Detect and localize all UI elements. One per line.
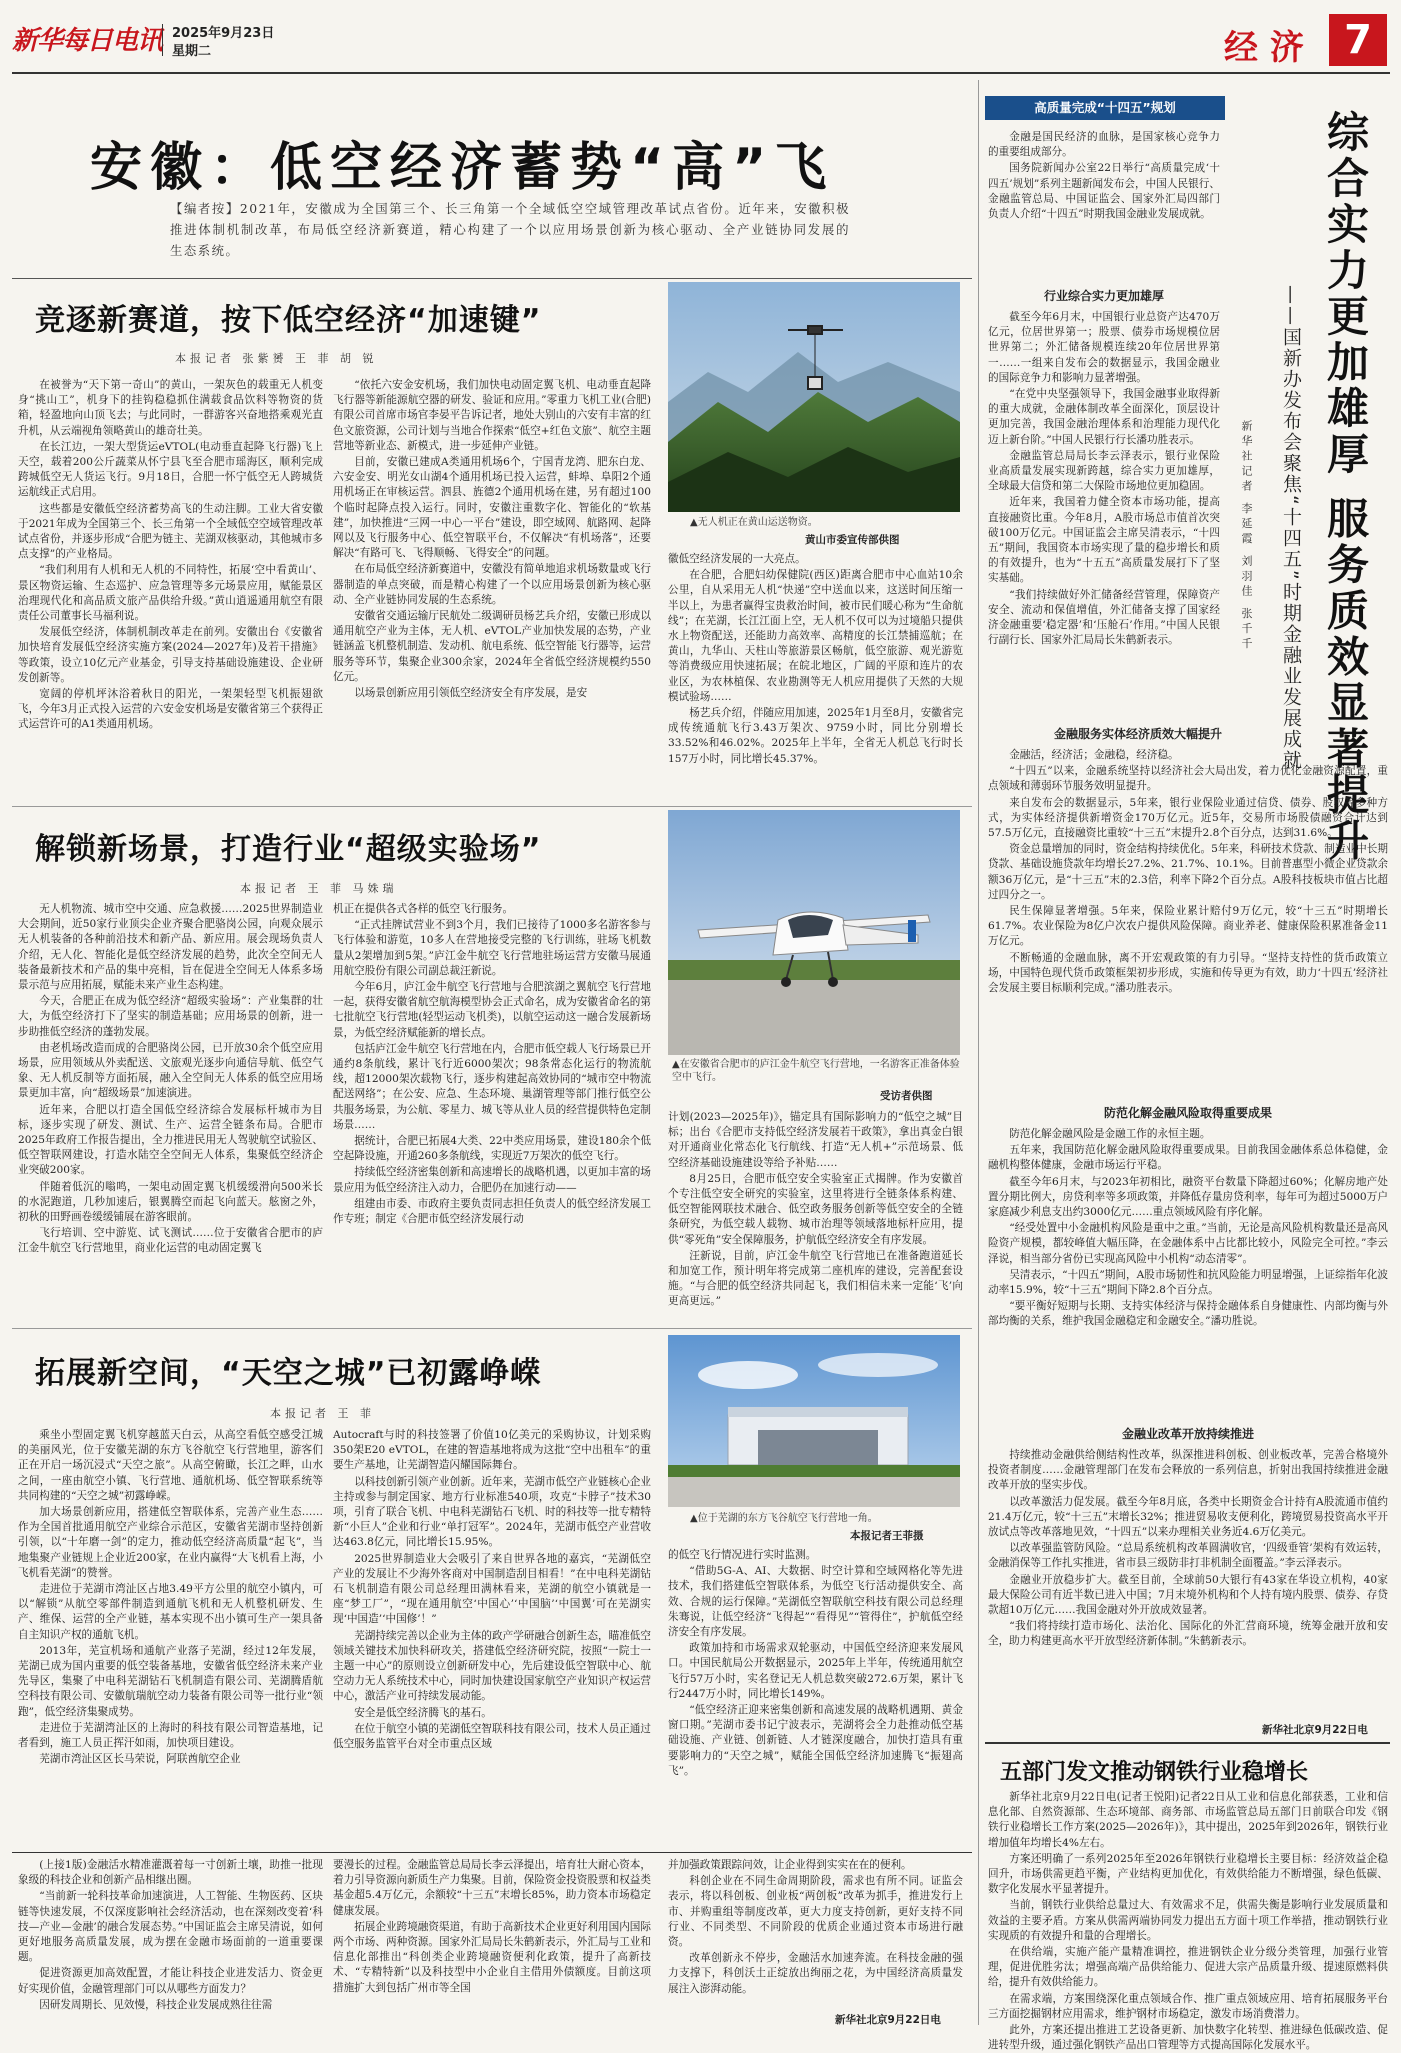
series-tag [985,96,1225,120]
paragraph: “我们将持续打造市场化、法治化、国际化的外汇营商环境，统筹金融开放和安全，助力构建更高水平开放型经济新体制。”朱鹤新表示。 [988,1620,1388,1648]
paragraph: (上接1版)金融活水精准灌溉着每一寸创新土壤，助推一批现象级的科技企业和创新产品相继出圈。 [18,1859,323,1887]
article3-col1 [18,1428,323,1846]
paragraph: 因研发周期长、见效慢，科技企业发展成熟往往需 [39,1998,273,2011]
paragraph: 此外，方案还提出推进工艺设备更新、加快数字化转型、推进绿色低碳改造、促进转型升级，通过强化钢铁产品出口管理等方式提高国际化发展水平。 [988,2024,1388,2052]
paragraph: 2013年，芜宣机场和通航产业落子芜湖，经过12年发展，芜湖已成为国内重要的低空装备基地，安徽省低空经济未来产业先导区，集聚了中电科芜湖钻石飞机制造有限公司、芜湖腾盾航空科技有限公司、安徽航瑞航空动力装备有限公司等一批行业“领跑”，低空经济集聚成势。 [18,1644,323,1718]
paragraph: 金融业开放稳步扩大。截至目前，全球前50大银行有43家在华设立机构，40家最大保险公司有近半数已进入中国；7月末境外机构和个人持有境内股票、债券、存贷款超10万亿元……我国金融对外开放成效显著。 [988,1573,1388,1617]
section4-body [988,1448,1388,1718]
paragraph: “依托六安金安机场，我们加快电动固定翼飞机、电动垂直起降飞行器等新能源航空器的研发、验证和应用。”零重力飞机工业(合肥)有限公司首席市场官李晏平告诉记者，地处大别山的六安有丰富的红色文旅资源，公司计划与当地合作探索“低空+红色文旅”、航空主题营地等新业态、新模式，进一步延伸产业链。 [333,379,651,452]
paragraph: 徽低空经济发展的一大亮点。 [668,553,806,565]
paragraph: 在合肥，合肥妇幼保健院(西区)距离合肥市中心血站10余公里，自从采用无人机“快递”空中送血以来，这送时间压缩一半以上，为患者赢得宝贵救治时间，被市民们暖心称为“生命航线”；在芜湖，长江江面上空，无人机不仅可以为过境船只提供水上物资配送，还能助力高效率、高精度的长江禁捕巡航；在黄山，九华山、天柱山等旅游景区畅航，低空旅游、观光游览等消费级应用快速拓展；在皖北地区，广阔的平原和连片的农业区，为农林植保、农业勘测等无人机应用提供了天然的大规模试验场…… [668,569,963,703]
paragraph: 加大场景创新应用，搭建低空智联体系，完善产业生态……作为全国首批通用航空产业综合示范区，安徽省芜湖市坚持创新引领，以“十年磨一剑”的定力，推动低空经济高质量“起飞”，当地集聚产业链规上企业近200家，在业内赢得“大飞机看上海，小飞机看芜湖”的赞誉。 [18,1506,323,1579]
paragraph: 的低空飞行情况进行实时监测。 [668,1549,817,1561]
article2-col1 [18,902,323,1322]
section2-heading: 金融服务实体经济质效大幅提升 [1053,727,1222,741]
photo1-caption: ▲无人机正在黄山运送物资。 [690,517,818,528]
paragraph: 要漫长的过程。金融监管总局局长李云泽提出，培育壮大耐心资本，着力引导资源向新质生产力集聚。目前，保险资金投资股票和权益类基金超5.4万亿元，余额较“十三五”末增长85%，助力资本市场稳定健康发展。 [333,1859,651,1917]
continuation-col1 [18,1858,323,2026]
steel-article-title: 五部门发文推动钢铁行业稳增长 [1000,1760,1309,1785]
paragraph: 在长江边，一架大型货运eVTOL(电动垂直起降飞行器)飞上天空，载着200公斤蔬菜从怀宁县飞至合肥市瑶海区，顺利完成跨城低空无人货运飞行。9月18日，合肥一怀宁低空无人跨城货运航线正式启用。 [18,440,323,499]
photo-flight-camp [668,1335,960,1507]
paragraph: 杨艺兵介绍，伴随应用加速，2025年1月至8月，安徽省完成传统通航飞行3.43万架次、9759小时，同比分别增长33.52%和46.02%。2025年上半年，全省无人机总飞行时长157万小时，同比增长45.37%。 [668,707,963,765]
paragraph: 不断畅通的金融血脉，离不开宏观政策的有力引导。“坚持支持性的货币政策立场，中国特色现代货币政策框架初步形成，实施和传导更为有效，助力‘十四五’经济社会发展主要目标顺利完成。”潘功胜表示。 [988,951,1388,995]
paragraph: 在位于航空小镇的芜湖低空智联科技有限公司，技术人员正通过低空服务监管平台对全市重点区域 [333,1722,651,1751]
paragraph: 拓展企业跨境融资渠道，有助于高新技术企业更好利用国内国际两个市场、两种资源。国家外汇局局长朱鹤新表示，外汇局与工业和信息化部推出“科创类企业跨境融资便利化政策，提升了高新技术、“专精特新”以及科技型中小企业自主借用外债额度。目前这项措施扩大到包括广州市等全国 [333,1920,651,1994]
right-dateline: 新华社北京9月22日电 [1262,1724,1368,1736]
continuation-col2 [333,1858,651,2026]
paragraph: Autocraft与时的科技签署了价值10亿美元的采购协议，计划采购350架E20 eVTOL，在建的智造基地将成为这批“空中出租车”的重要生产基地，让芜湖智造闪耀国际舞台。 [333,1429,651,1472]
section3-body [988,1127,1388,1415]
paragraph: 在供给端，实施产能产量精准调控，推进钢铁企业分级分类管理，加强行业管理，促进优胜劣汰；增强高端产品供给能力、促进大宗产品质量升级、提速原燃料供给，提升有效供给能力。 [988,1946,1388,1989]
paragraph: 计划(2023—2025年)》，锚定具有国际影响力的“低空之城”目标；出台《合肥市支持低空经济发展若干政策》，拿出真金白银对开通商业化常态化飞行航线、打造“无人机+”示范场景、低空经济基础设施建设等给予补贴…… [668,1111,963,1169]
paragraph: 今天，合肥正在成为低空经济“超级实验场”：产业集群的壮大，为低空经济打下了坚实的制造基础；应用场景的创新，进一步助推低空经济的蓬勃发展。 [18,995,323,1038]
newspaper-logo: 新华每日电讯 [12,26,163,56]
paragraph: 以场景创新应用引领低空经济安全有序发展，是安 [354,687,588,700]
issue-date: 2025年9月23日 [172,26,275,41]
page-number: 7 [1344,17,1372,63]
paragraph: 走进位于芜湖湾沚区的上海时的科技有限公司智造基地，记者看到，施工人员正挥汗如雨，加快项目建设。 [18,1721,323,1750]
paragraph: 今年6月，庐江金牛航空飞行营地与合肥滨湖之翼航空飞行营地一起，获得安徽省航空航海模型协会正式命名，成为安徽省命名的第七批航空飞行营地(轻型运动飞机类)，以航空运动这一融合发展新场景，为低空经济赋能新的增长点。 [333,981,651,1039]
article1-byline: 本报记者 张紫赟 王 菲 胡 锐 [175,352,378,365]
article1-col1 [18,378,323,798]
paragraph: 无人机物流、城市空中交通、应急救援……2025世界制造业大会期间，近50家行业顶尖企业齐聚合肥骆岗公园，向观众展示无人机装备的各种前沿技术和新产品、新应用。展会现场负责人介绍，无人化、智能化是低空经济发展的趋势，此次全空间无人装备最新技术和产品的集中亮相，旨在促进全空间无人体系多场景示范与应用拓展，赋能未来产业生态构建。 [18,903,323,992]
article2-col2 [333,902,651,1322]
photo2-caption: ▲在安徽省合肥市的庐江金牛航空飞行营地，一名游客正准备体验空中飞行。 [672,1059,960,1083]
main-headline: 安徽：低空经济蓄势“高”飞 [90,138,835,198]
paragraph: “正式挂牌试营业不到3个月，我们已接待了1000多名游客参与飞行体验和游览，10多人在营地接受完整的飞行训练，驻场飞机数量从2架增加到5架。”庐江金牛航空飞行营地驻场运营方安徽马展通用航空股份有限公司副总裁汪新说。 [333,919,651,977]
paragraph: 吴清表示，“十四五”期间，A股市场韧性和抗风险能力明显增强，上证综指年化波动率15.9%，较“十三五”期间下降2.8个百分点。 [988,1268,1388,1297]
paragraph: 五年来，我国防范化解金融风险取得重要成果。目前我国金融体系总体稳健，金融机构整体健康，金融市场运行平稳。 [988,1144,1388,1172]
paragraph: 以科技创新引领产业创新。近年来，芜湖市低空产业链核心企业主持或参与制定国家、地方行业标准540项，攻克“卡脖子”技术30项，引育了联合飞机、中电科芜湖钻石飞机、时的科技等一批专精特新“小巨人”企业和行业“单打冠军”。2024年，芜湖市低空产业营收达463.8亿元，同比增长15.95%。 [333,1475,651,1549]
paragraph: “我们持续做好外汇储备经营管理，保障资产安全、流动和保值增值，外汇储备支撑了国家经济金融重要‘稳定器’和‘压舱石’作用。”中国人民银行副行长、国家外汇局局长朱鹤新表示。 [988,588,1220,647]
paragraph: 金融活，经济活；金融稳，经济稳。 [1009,749,1179,761]
section4-heading: 金融业改革开放持续推进 [1121,1427,1254,1441]
paragraph: 目前，安徽已建成A类通用机场6个，宁国青龙湾、肥东白龙、六安金安、明光女山湖4个通用机场已投入运营，蚌埠、阜阳2个通用机场正在审核运营。泗县、旌德2个通用机场在建，另有超过100个临时起降点投入运行。同时，安徽注重数字化、智能化的“软基建”，加快推进“三网一中心一平台”建设，即空域网、航路网、起降网以及飞行服务中心、低空智联平台，不仅解决“有机场落”，还要解决“有路可飞、飞得顺畅、飞得安全”的问题。 [333,456,651,560]
paragraph: 新华社北京9月22日电(记者王悦阳)记者22日从工业和信息化部获悉，工业和信息化部、自然资源部、生态环境部、商务部、市场监管总局五部门日前联合印发《钢铁行业稳增长工作方案(2025—2026年)》，其中提出，2025年到2026年，钢铁行业增加值年均增长4%左右。 [988,1791,1388,1849]
editor-note: 【编者按】2021年，安徽成为全国第三个、长三角第一个全域低空空域管理改革试点省份。近年来，安徽积极推进体制机制改革，布局低空经济新赛道，精心构建了一个以应用场景创新为核心驱动、全产业链协同发展的生态系统。 [170,201,850,258]
paragraph: “在党中央坚强领导下，我国金融事业取得新的重大成就，金融体制改革全面深化，顶层设计更加完善，我国金融治理体系和治理能力现代化迈上新台阶。”中国人民银行行长潘功胜表示。 [988,388,1220,446]
bottom-rule [12,1852,972,1853]
paragraph: 近年来，我国着力健全资本市场功能，提高直接融资比重。今年8月，A股市场总市值首次突破100万亿元。中国证监会主席吴清表示，“十四五”期间，我国资本市场实现了量的稳步增长和质的有效提升，也为“十五五”高质量发展打下了坚实基础。 [988,496,1220,585]
paragraph: 安徽省交通运输厅民航处二级调研员杨艺兵介绍，安徽已形成以通用航空产业为主体，无人机、eVTOL产业加快发展的态势，产业链涵盖飞机整机制造、发动机、航电系统、低空智能飞行器等，运营服务等环节，集聚企业300余家，2024年全省低空经济规模约550亿元。 [333,610,651,683]
paragraph: 科创企业在不同生命周期阶段，需求也有所不同。证监会表示，将以科创板、创业板“两创板”改革为抓手，推进发行上市、并购重组等制度改革，更大力度支持创新，更好支持不同行业、不同类型、不同阶段的优质企业通过资本市场进行融资。 [668,1875,963,1949]
paragraph: 在被誉为“天下第一奇山”的黄山，一架灰色的载重无人机变身“挑山工”，机身下的挂钩稳稳抓住满载食品饮料等物资的货箱，轻盈地向山顶飞去；与此同时，一群游客兴奋地搭乘观光直升机，从云端视角领略黄山的雄奇壮美。 [18,379,323,437]
continuation-col3 [668,1858,963,2008]
paragraph: 芜湖市湾沚区区长马荣说，阿联酋航空企业 [39,1753,241,1766]
paragraph: “经受处置中小金融机构风险是重中之重。”当前，无论是高风险机构数量还是高风险资产规模，都较峰值大幅压降，在金融体系中占比都比较小，风险完全可控。”李云泽说，相当部分省份已实现高风险中小机构“动态清零”。 [988,1222,1388,1265]
series-tag-label: 高质量完成“十四五”规划 [1034,100,1176,115]
right-article-subtitle: ——国新办发布会聚焦“十四五”时期金融业发展成就 [1280,285,1302,771]
article3-byline: 本报记者 王 菲 [270,1407,375,1420]
paragraph: 飞行培训、空中游览、试飞测试……位于安徽省合肥市的庐江金牛航空飞行营地里，商业化运营的电动固定翼飞 [18,1227,323,1255]
article2-col3 [668,1110,963,1322]
paragraph: 截至今年6月末，与2023年初相比，融资平台数量下降超过60%；化解房地产处置分期比例大，房贷利率等多项政策，并降低存量房贷利率，每年可为超过5000万户家庭减少利息支出约3000亿元……重点领域风险有序化解。 [988,1175,1388,1219]
paragraph: 在布局低空经济新赛道中，安徽没有简单地追求机场数量或飞行器制造的单点突破，而是精心构建了一个以应用场景创新为核心驱动、全产业链协同发展的生态系统。 [333,563,651,606]
paragraph: 8月25日，合肥市低空安全实验室正式揭牌。作为安徽首个专注低空安全研究的实验室，这里将进行全链条体系构建、低空智能网联技术融合、低空政务服务创新等低空安全的全链条研究，为低空载人载物、城市治理等领域落地标杆应用，提供“零死角”安全保障服务，护航低空经济安全有序发展。 [668,1172,963,1246]
masthead-divider [162,24,163,56]
paragraph: 政策加持和市场需求双轮驱动，中国低空经济迎来发展风口。中国民航局公开数据显示，2025年上半年，传统通用航空飞行57万小时，实名登记无人机总数突破272.6万架，累计飞行2447万小时，同比增长149%。 [668,1642,963,1700]
paragraph: 伴随着低沉的嗡鸣，一架电动固定翼飞机缓缓滑向500米长的水泥跑道，几秒加速后，银翼腾空而起飞向蓝天。舷窗之外，初秋的田野画卷缓缓铺展在游客眼前。 [18,1180,323,1224]
paragraph: 由老机场改造而成的合肥骆岗公园，已开放30余个低空应用场景，应用领域从外卖配送、文旅观光逐步向通信导航、低空气象、无人机反制等方面拓展，融入全空间无人体系的低空应用场景更加丰富，向“超级场景”加速演进。 [18,1041,323,1100]
paragraph: 安全是低空经济腾飞的基石。 [354,1706,492,1719]
paragraph: 金融是国民经济的血脉，是国家核心竞争力的重要组成部分。 [988,131,1220,159]
right-article-byline: 新华社记者 李延霞 刘羽佳 张千千 [1240,420,1253,653]
paragraph: 宽阔的停机坪沐浴着秋日的阳光，一架架轻型飞机振翅欲飞，今年3月正式投入运营的六安金安机场是安徽省第三个获得正式运营许可的A1类通用机场。 [18,688,323,731]
masthead-rule [12,72,1390,74]
right-article-title: 综合实力更加雄厚 服务质效显著提升 [1321,110,1370,865]
paragraph: “要平衡好短期与长期、支持实体经济与保持金融体系自身健康性、内部均衡与外部均衡的关系，维护我国金融稳定和金融安全。”潘功胜说。 [988,1300,1388,1328]
photo-drone-huangshan [668,282,960,512]
section2-body [988,748,1388,1092]
issue-weekday: 星期二 [172,44,212,59]
paragraph: “低空经济正迎来密集创新和高速发展的战略机遇期、黄金窗口期。”芜湖市委书记宁波表示，芜湖将会全力赴推动低空基础设施、产业链、创新链、人才链深度融合，加快打造具有重要影响力的“天空之城”，赋能全国低空经济加速腾飞“振翅高飞”。 [668,1704,963,1777]
article3-title: 拓展新空间，“天空之城”已初露峥嵘 [35,1356,542,1391]
section-name: 经 济 [1224,28,1304,68]
article2-byline: 本报记者 王 菲 马姝瑞 [240,882,398,895]
paragraph: 促进资源更加高效配置，才能让科技企业进发活力、资金更好实现价值，金融管理部门可以从哪些方面发力？ [18,1967,323,1995]
paragraph: 机正在提供各式各样的低空飞行服务。 [333,903,514,915]
column-separator [978,80,979,2025]
paragraph: 发展低空经济，体制机制改革走在前列。安徽出台《安徽省加快培育发展低空经济实施方案(2024—2027年)及若干措施》等政策，设立10亿元产业基金，引导支持基础设施建设、企业研发创新等。 [18,626,323,684]
section1-body [988,310,1220,712]
masthead [12,14,1390,74]
article1-col3 [668,552,963,798]
paragraph: “当前新一轮科技革命加速演进，人工智能、生物医药、区块链等快速发展，不仅深度影响社会经济活动，也在深刻改变着‘科技—产业—金融’的融合发展态势。”中国证监会主席吴清说，如何更好地服务高质量发展，成为摆在金融市场面前的一道重要课题。 [18,1890,323,1964]
headline-rule [12,278,972,279]
paragraph: 据统计，合肥已拓展4大类、22中类应用场景，建设180余个低空起降设施，开通260多条航线，实现近7万架次的低空飞行。 [333,1135,651,1163]
paragraph: 近年来，合肥以打造全国低空经济综合发展标杆城市为目标，逐步实现了研发、测试、生产、运营全链条布局。合肥市2025年政府工作报告提出，全力推进民用无人驾驶航空试验区、低空智联网建设，打造水陆空全空间无人体系，集聚低空经济企业突破200家。 [18,1103,323,1177]
paragraph: 持续低空经济密集创新和高速增长的战略机遇，以更加丰富的场景应用为低空经济注入动力，合肥仍在加速行动—— [333,1166,651,1194]
paragraph: 组建由市委、市政府主要负责同志担任负责人的低空经济发展工作专班；制定《合肥市低空经济发展行动 [333,1197,651,1226]
paragraph: 乘坐小型固定翼飞机穿越蓝天白云，从高空看低空感受江城的美丽风光，位于安徽芜湖的东方飞谷航空飞行营地里，游客们正在开启一场沉浸式“天空之旅”。从高空俯瞰，长江之畔，山水之间，一座由航空小镇、飞行营地、通航机场、低空智联系统等共同构建的“天空之城”初露峥嵘。 [18,1429,323,1502]
page-number-badge [1329,14,1387,66]
photo3-caption: ▲位于芜湖的东方飞谷航空飞行营地一角。 [690,1513,878,1524]
paragraph: “借助5G-A、AI、大数据、时空计算和空域网格化等先进技术，我们搭建低空智联体系，为低空飞行活动提供安全、高效、合规的运行保障。”芜湖低空智联航空科技有限公司总经理朱骞说，让低空经济“飞得起”“看得见”“管得住”，护航低空经济安全有序发展。 [668,1565,963,1639]
paragraph: 芜湖持续完善以企业为主体的政产学研融合创新生态，瞄准低空领域关键技术加快科研攻关，搭建低空经济研究院，按照“一院士一主题一中心”的原则设立创新研发中心，先后建设低空智联中心、航空动力无人系统技术中心，同时加快建设国家航空产业知识产权运营中心，激活产业可持续发展动能。 [333,1629,651,1703]
right-intro [988,130,1220,275]
paragraph: 走进位于芜湖市湾沚区占地3.49平方公里的航空小镇内，可以“解锁”从航空零部件制造到通航飞机和无人机整机研发、生产、维保、运营的全产业链，基本实现不出小镇可生产一架具备自主知识产权的通航飞机。 [18,1583,323,1641]
paragraph: 以改革激活力促发展。截至今年8月底，各类中长期资金合计持有A股流通市值约21.4万亿元，较“十三五”末增长32%；推进贸易收支便利化，跨境贸易投资高水平开放试点等改革落地见效，“十四五”以来办理相关业务近4.6万亿美元。 [988,1495,1388,1539]
article1-title: 竞逐新赛道，按下低空经济“加速键” [35,303,542,338]
paragraph: 这些都是安徽低空经济蓄势高飞的生动注脚。工业大省安徽于2021年成为全国第三个、长三角第一个全域低空空域管理改革试点省份，并逐步形成“合肥为链主、芜湖双核驱动，其他城市多点支撑”的产业格局。 [18,502,323,561]
paragraph: 防范化解金融风险是金融工作的永恒主题。 [1009,1128,1211,1140]
paragraph: 包括庐江金牛航空飞行营地在内，合肥市低空载人飞行场景已开通约8条航线，累计飞行近6000架次；98条常态化运行的物流航线，超12000架次载物飞行，逐步构建起高效协同的“城市空中物流配送网络”；在公安、应急、生态环境、巢湖管理等部门推行低空公共服务场景，为公航、零星力、城飞等从业人员的经营提供特色定制场景…… [333,1042,651,1131]
article2-title: 解锁新场景，打造行业“超级实验场” [35,832,542,867]
paragraph: 持续推动金融供给侧结构性改革，纵深推进科创板、创业板改革，完善合格境外投资者制度……金融管理部门在发布会释放的一系列信息，折射出我国持续推进金融改革开放的坚实步伐。 [988,1449,1388,1492]
paragraph: 并加强政策跟踪问效，让企业得到实实在在的便利。 [668,1859,912,1871]
article2-rule [12,1328,972,1329]
steel-article-body [988,1790,1388,2052]
paragraph: 截至今年6月末，中国银行业总资产达470万亿元，位居世界第一；股票、债券市场规模位居世界第二；外汇储备规模连续20年位居世界第一……一组来自发布会的数据显示，我国金融业的国际竞争力和影响力显著增强。 [988,311,1220,384]
paragraph: 当前，钢铁行业供给总量过大、有效需求不足，供需失衡是影响行业发展质量和效益的主要矛盾。方案从供需两端协同发力提出五方面十项工作举措，推动钢铁行业实现质的有效提升和量的合理增长。 [988,1899,1388,1942]
section1-heading: 行业综合实力更加雄厚 [1043,289,1164,303]
paragraph: 国务院新闻办公室22日举行“高质量完成‘十四五’规划”系列主题新闻发布会，中国人民银行、金融监管总局、中国证监会、国家外汇局四部门负责人介绍“十四五”时期我国金融业发展成就。 [988,162,1220,221]
photo2-credit: 受访者供图 [880,1090,933,1102]
paragraph: 来自发布会的数据显示，5年来，银行业保险业通过信贷、债券、股权等多种方式，为实体经济提供新增资金170万亿元。近5年，交易所市场股债融资合计达到57.5万亿元，直接融资比重较“十三五”末提升2.8个百分点，达到31.6%。 [988,796,1388,840]
article1-col2 [333,378,651,798]
paragraph: 民生保障显著增强。5年来，保险业累计赔付9万亿元，较“十三五”时期增长61.7%。农业保险为8亿户次农户提供风险保障。商业养老、健康保险积累准备金11万亿元。 [988,905,1388,948]
paragraph: 金融监管总局局长李云泽表示，银行业保险业高质量发展实现新跨越，综合实力更加雄厚，全球最大信贷和第二大保险市场地位更加稳固。 [988,449,1220,493]
paragraph: 方案还明确了一系列2025年至2026年钢铁行业稳增长主要目标：经济效益企稳回升，市场供需更趋平衡，产业结构更加优化，有效供给能力不断增强，绿色低碳、数字化发展水平显著提升。 [988,1852,1388,1896]
paragraph: “十四五”以来，金融系统坚持以经济社会大局出发，着力优化金融资源配置，重点领域和薄弱环节服务效明显提升。 [988,765,1388,793]
continuation-dateline: 新华社北京9月22日电 [835,2014,941,2026]
paragraph: “我们利用有人机和无人机的不同特性，拓展‘空中看黄山’、景区物资运输、生态巡护、应急管理等多元场景应用，赋能景区治理现代化和高品质文旅产品供给升级。”黄山逍遥通用航空有限责任公司董事长马福利说。 [18,564,323,623]
paragraph: 以改革强监管防风险。“总局系统机构改革圆满收官，‘四级垂管’架构有效运转，金融消保等工作扎实推进，省市县三级防非打非机制全面覆盖。”李云泽表示。 [988,1542,1388,1570]
paragraph: 2025世界制造业大会吸引了来自世界各地的嘉宾，“芜湖低空产业的发展让不少海外客商对中国制造刮目相看！”在中电科芜湖钻石飞机制造有限公司总经理田满林看来，芜湖的航空小镇就是一座“梦工厂”，“现在通用航空‘中国心’‘中国脑’‘中国翼’可在芜湖实现‘中国造’‘中国修’！” [333,1552,651,1626]
paragraph: 汪新说，目前，庐江金牛航空飞行营地已在准备跑道延长和加宽工作，预计明年将完成第二座机库的建设，完善配套设施。“与合肥的低空经济共同起飞，我们相信未来一定能‘飞’向更高更远。” [668,1249,963,1308]
article1-rule [12,806,972,807]
article3-col3 [668,1548,963,1846]
photo-light-aircraft [668,810,960,1055]
paragraph: 在需求端，方案围绕深化重点领域合作、推广重点领域应用、培育拓展服务平台三方面挖掘钢材应用需求，维护钢材市场稳定，激发市场消费潜力。 [988,1992,1388,2020]
right-article2-rule [985,1742,1390,1744]
section3-heading: 防范化解金融风险取得重要成果 [1103,1106,1272,1120]
paragraph: 改革创新永不停步，金融活水加速奔流。在科技金融的强力支撑下，科创沃土正绽放出绚丽之花，为中国经济高质量发展注入澎湃动能。 [668,1952,963,1995]
paragraph: 资金总量增加的同时，资金结构持续优化。5年来，科研技术贷款、制造业中长期贷款、基础设施贷款年均增长27.2%、21.7%、10.1%。目前普惠型小微企业贷款余额36万亿元，是“十三五”末的2.3倍，利率下降2个百分点。A股科技板块市值占比超过四分之一。 [988,843,1388,901]
photo3-credit: 本报记者王菲摄 [850,1530,924,1542]
article3-col2 [333,1428,651,1846]
photo1-credit: 黄山市委宣传部供图 [805,534,900,546]
